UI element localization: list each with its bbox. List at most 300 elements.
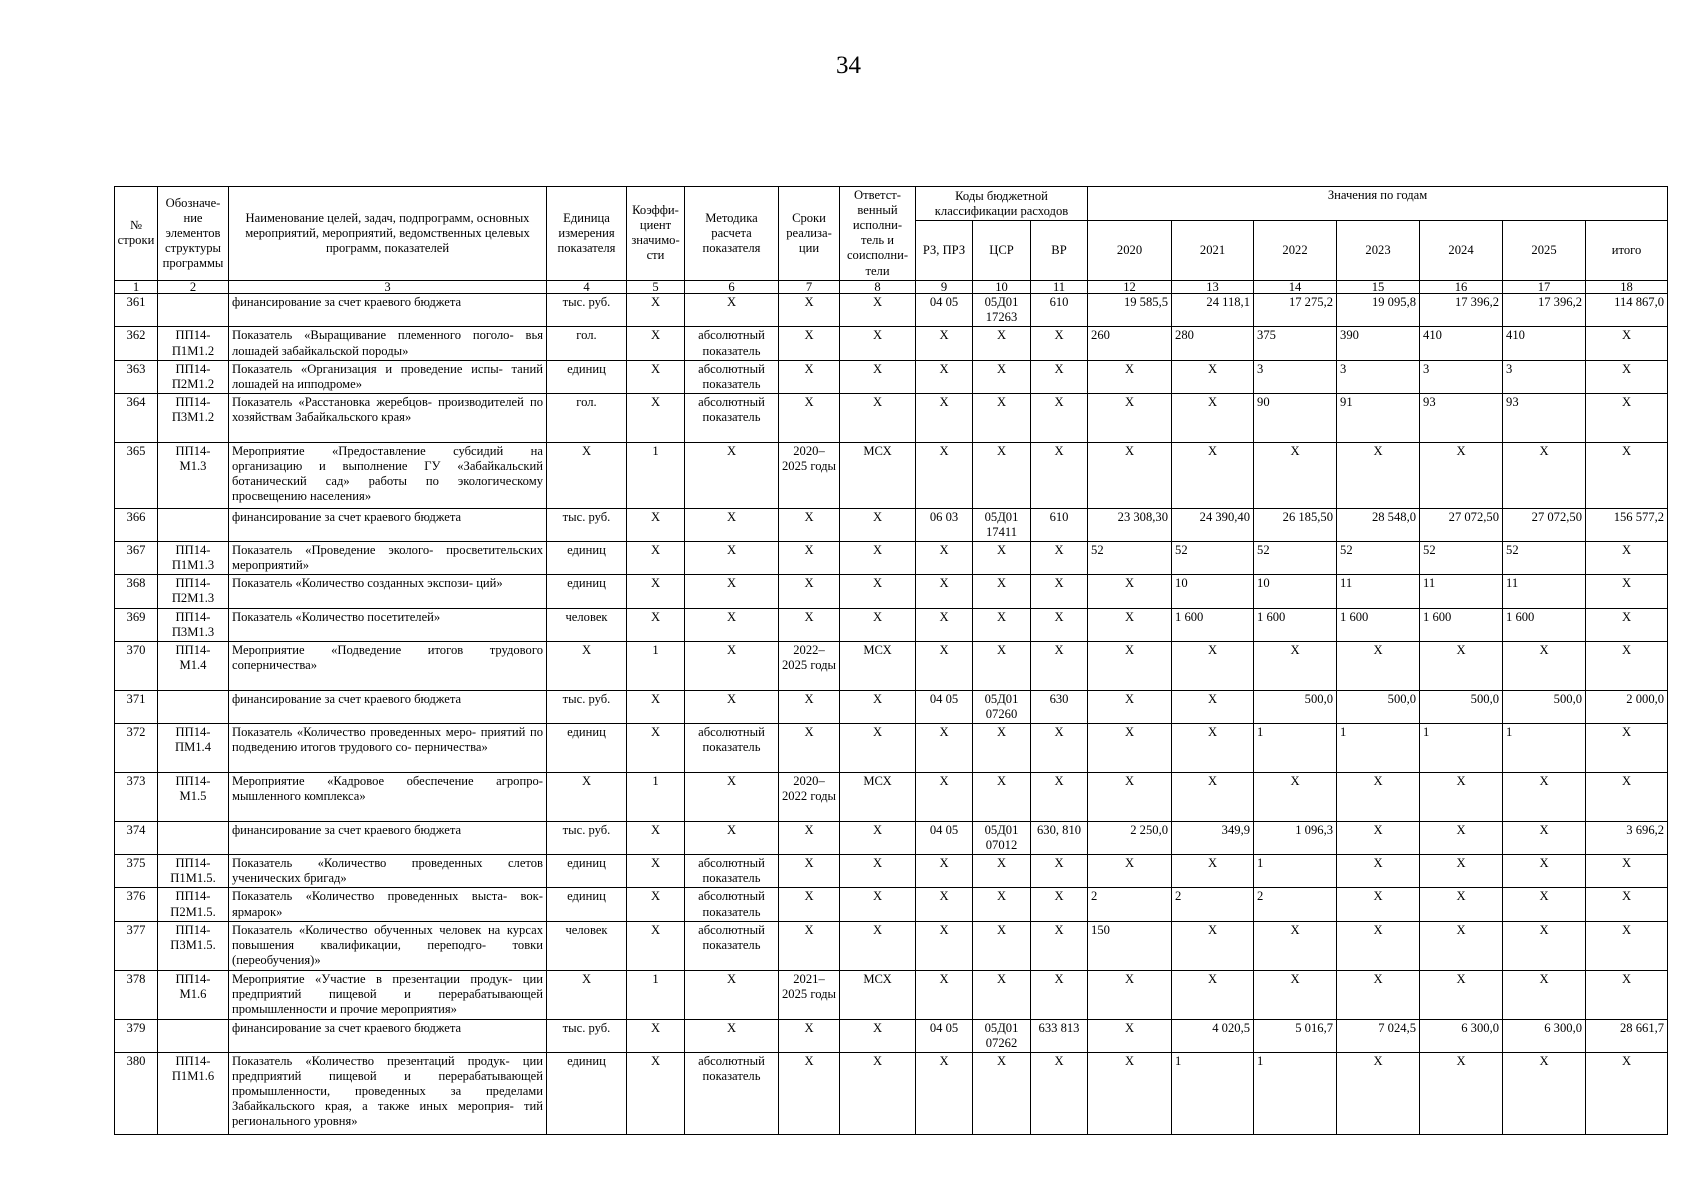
table-cell: 2 — [1254, 888, 1337, 921]
table-cell: ПП14- М1.5 — [158, 773, 229, 822]
table-cell: Х — [916, 855, 973, 888]
table-cell: финансирование за счет краевого бюджета — [229, 690, 547, 723]
table-cell: 376 — [115, 888, 158, 921]
table-cell: Х — [840, 690, 916, 723]
table-row — [115, 575, 1668, 608]
table-cell: финансирование за счет краевого бюджета — [229, 1019, 547, 1052]
table-cell: гол. — [547, 393, 627, 442]
table-cell: Х — [627, 393, 685, 442]
table-cell: Х — [685, 773, 779, 822]
table-cell: Х — [973, 360, 1031, 393]
table-cell: Х — [1586, 970, 1668, 1019]
table-cell: 7 024,5 — [1337, 1019, 1420, 1052]
table-cell: Х — [1254, 442, 1337, 508]
table-cell: Показатель «Выращивание племенного поголо- вья лошадей забайкальской породы» — [229, 327, 547, 360]
table-cell: МСХ — [840, 773, 916, 822]
table-cell: 3 — [1337, 360, 1420, 393]
table-cell: 633 813 — [1031, 1019, 1088, 1052]
table-row — [115, 542, 1668, 575]
table-cell: Х — [627, 888, 685, 921]
table-cell: Х — [1172, 690, 1254, 723]
table-row — [115, 1052, 1668, 1134]
table-cell: 610 — [1031, 294, 1088, 327]
table-cell: 379 — [115, 1019, 158, 1052]
table-cell: 372 — [115, 724, 158, 773]
table-cell: Х — [1586, 575, 1668, 608]
table-row — [115, 393, 1668, 442]
table-cell: 260 — [1088, 327, 1172, 360]
table-cell: Х — [1586, 724, 1668, 773]
table-cell: ПП14- П2М1.3 — [158, 575, 229, 608]
table-cell: тыс. руб. — [547, 822, 627, 855]
table-cell: Х — [547, 773, 627, 822]
column-number: 14 — [1254, 280, 1337, 294]
table-cell: 1 — [1337, 724, 1420, 773]
table-cell: Х — [916, 970, 973, 1019]
table-row — [115, 327, 1668, 360]
table-cell: Х — [916, 921, 973, 970]
table-cell: 17 396,2 — [1420, 294, 1503, 327]
table-cell: Х — [1172, 442, 1254, 508]
table-cell: ПП14- П1М1.2 — [158, 327, 229, 360]
table-cell: Х — [1088, 1019, 1172, 1052]
table-cell: 11 — [1503, 575, 1586, 608]
table-cell: 19 095,8 — [1337, 294, 1420, 327]
table-cell: Х — [916, 608, 973, 641]
column-number: 3 — [229, 280, 547, 294]
table-cell: Х — [1088, 608, 1172, 641]
table-cell: тыс. руб. — [547, 508, 627, 541]
table-row — [115, 724, 1668, 773]
table-cell: 370 — [115, 641, 158, 690]
table-cell: Х — [1031, 970, 1088, 1019]
table-cell: Х — [840, 575, 916, 608]
table-cell: Х — [1254, 641, 1337, 690]
header-year-2024: 2024 — [1420, 221, 1503, 280]
table-cell: 3 — [1420, 360, 1503, 393]
table-cell: Х — [627, 327, 685, 360]
table-cell: 17 275,2 — [1254, 294, 1337, 327]
table-cell: 365 — [115, 442, 158, 508]
table-cell: 361 — [115, 294, 158, 327]
table-cell: Х — [916, 641, 973, 690]
table-cell: ПП14- М1.6 — [158, 970, 229, 1019]
table-cell: Х — [1337, 888, 1420, 921]
table-cell: ПП14- М1.3 — [158, 442, 229, 508]
table-cell: Х — [1337, 855, 1420, 888]
table-cell: ПП14- П2М1.5. — [158, 888, 229, 921]
table-cell: Х — [840, 921, 916, 970]
table-cell: 1 — [627, 442, 685, 508]
table-cell: Х — [840, 294, 916, 327]
column-number: 12 — [1088, 280, 1172, 294]
table-cell: Мероприятие «Предоставление субсидий на организацию и выполнение ГУ «Забайкальский ботанический сад» работы по экологическому просвещению населения» — [229, 442, 547, 508]
table-cell: Х — [685, 294, 779, 327]
column-number: 4 — [547, 280, 627, 294]
table-cell: абсолютный показатель — [685, 888, 779, 921]
table-cell: 90 — [1254, 393, 1337, 442]
table-cell: Х — [1172, 773, 1254, 822]
table-row — [115, 442, 1668, 508]
table-cell: Х — [685, 442, 779, 508]
column-number: 10 — [973, 280, 1031, 294]
table-cell: 1 600 — [1503, 608, 1586, 641]
header-csr: ЦСР — [973, 221, 1031, 280]
table-cell — [158, 1019, 229, 1052]
table-cell: ПП14- П1М1.6 — [158, 1052, 229, 1134]
table-cell: Х — [1337, 1052, 1420, 1134]
table-cell: 26 185,50 — [1254, 508, 1337, 541]
table-cell: 1 — [1254, 724, 1337, 773]
column-number: 8 — [840, 280, 916, 294]
table-cell: Х — [1586, 641, 1668, 690]
table-cell: Х — [1420, 921, 1503, 970]
table-cell: 367 — [115, 542, 158, 575]
table-cell: 2 000,0 — [1586, 690, 1668, 723]
page-number: 34 — [836, 52, 861, 79]
table-cell: Х — [1254, 773, 1337, 822]
column-number: 15 — [1337, 280, 1420, 294]
table-cell: Х — [1420, 970, 1503, 1019]
table-cell: 375 — [1254, 327, 1337, 360]
table-cell: 05Д01 17411 — [973, 508, 1031, 541]
table-cell: 04 05 — [916, 822, 973, 855]
table-cell: 93 — [1420, 393, 1503, 442]
table-cell: Х — [547, 970, 627, 1019]
table-cell: ПП14- М1.4 — [158, 641, 229, 690]
table-cell: 610 — [1031, 508, 1088, 541]
table-cell: Х — [1031, 921, 1088, 970]
table-cell: Х — [1088, 724, 1172, 773]
table-cell: Х — [1586, 855, 1668, 888]
table-row — [115, 822, 1668, 855]
table-cell: 1 — [1254, 855, 1337, 888]
table-cell: 377 — [115, 921, 158, 970]
table-cell: Х — [840, 327, 916, 360]
table-cell: Х — [627, 294, 685, 327]
table-cell: 3 — [1254, 360, 1337, 393]
table-cell: 500,0 — [1420, 690, 1503, 723]
table-cell: 19 585,5 — [1088, 294, 1172, 327]
table-cell: Х — [916, 360, 973, 393]
table-body — [115, 294, 1668, 1135]
table-cell: Х — [840, 508, 916, 541]
table-row — [115, 773, 1668, 822]
table-cell: Х — [779, 1052, 840, 1134]
table-cell: Х — [1031, 542, 1088, 575]
table-cell: Х — [1337, 773, 1420, 822]
table-cell: 52 — [1254, 542, 1337, 575]
table-cell: Х — [973, 773, 1031, 822]
table-cell: Х — [627, 608, 685, 641]
table-cell: Х — [685, 690, 779, 723]
table-cell: Х — [840, 360, 916, 393]
table-cell: 04 05 — [916, 1019, 973, 1052]
table-cell: Х — [1088, 393, 1172, 442]
table-cell: Х — [779, 855, 840, 888]
table-cell: Х — [1031, 575, 1088, 608]
table-cell: 2 — [1172, 888, 1254, 921]
table-cell: Х — [1088, 360, 1172, 393]
table-cell: МСХ — [840, 442, 916, 508]
table-cell: 4 020,5 — [1172, 1019, 1254, 1052]
table-cell: 369 — [115, 608, 158, 641]
table-cell: 2021– 2025 годы — [779, 970, 840, 1019]
table-cell: 1 — [1254, 1052, 1337, 1134]
table-cell: Х — [779, 888, 840, 921]
column-number: 6 — [685, 280, 779, 294]
table-cell: 1 — [1420, 724, 1503, 773]
column-number: 13 — [1172, 280, 1254, 294]
table-cell: Х — [916, 575, 973, 608]
table-cell: 371 — [115, 690, 158, 723]
table-cell: Х — [1420, 888, 1503, 921]
table-cell: единиц — [547, 888, 627, 921]
table-cell: 374 — [115, 822, 158, 855]
table-cell: Х — [1254, 921, 1337, 970]
table-cell — [158, 822, 229, 855]
table-cell: Х — [779, 360, 840, 393]
table-cell: Х — [973, 921, 1031, 970]
table-cell: абсолютный показатель — [685, 921, 779, 970]
table-cell: Х — [547, 641, 627, 690]
table-cell: 5 016,7 — [1254, 1019, 1337, 1052]
table-cell: 390 — [1337, 327, 1420, 360]
table-cell: Х — [1503, 822, 1586, 855]
table-cell: Х — [627, 575, 685, 608]
table-row — [115, 970, 1668, 1019]
table-cell: Х — [916, 542, 973, 575]
table-cell: Х — [1503, 641, 1586, 690]
table-cell: Х — [1172, 360, 1254, 393]
table-cell: единиц — [547, 542, 627, 575]
table-cell: Показатель «Количество созданных экспози- ций» — [229, 575, 547, 608]
header-terms: Сроки реализа- ции — [779, 187, 840, 281]
table-cell: 1 — [627, 773, 685, 822]
table-cell: Х — [779, 608, 840, 641]
column-number: 11 — [1031, 280, 1088, 294]
table-cell: 6 300,0 — [1420, 1019, 1503, 1052]
table-cell: Х — [916, 773, 973, 822]
table-cell: 630 — [1031, 690, 1088, 723]
table-cell: человек — [547, 608, 627, 641]
table-cell: Х — [1031, 360, 1088, 393]
table-cell: Х — [1088, 773, 1172, 822]
table-cell: ПП14- П3М1.2 — [158, 393, 229, 442]
table-cell: Х — [779, 327, 840, 360]
header-coefficient: Коэффи- циент значимо- сти — [627, 187, 685, 281]
table-cell: Х — [627, 542, 685, 575]
table-cell: Показатель «Количество проведенных слетов ученических бригад» — [229, 855, 547, 888]
table-cell: Х — [1088, 575, 1172, 608]
table-cell: Х — [840, 888, 916, 921]
table-cell: Х — [779, 575, 840, 608]
table-cell: Х — [1088, 1052, 1172, 1134]
header-year-2022: 2022 — [1254, 221, 1337, 280]
table-cell: Х — [1586, 1052, 1668, 1134]
table-cell — [158, 508, 229, 541]
table-cell: Х — [1586, 888, 1668, 921]
table-cell — [158, 690, 229, 723]
header-name: Наименование целей, задач, подпрограмм, основных мероприятий, мероприятий, ведомственных целевых программ, показателей — [229, 187, 547, 281]
table-row — [115, 921, 1668, 970]
table-cell: 93 — [1503, 393, 1586, 442]
table-cell: 28 548,0 — [1337, 508, 1420, 541]
table-cell: Х — [1172, 855, 1254, 888]
table-cell: Показатель «Количество презентаций продук- ции предприятий пищевой и перерабатывающей промышленности, проведенных за пределами Забайкальского края, а также иных мероприя- тий регионального уровня» — [229, 1052, 547, 1134]
table-cell: 17 396,2 — [1503, 294, 1586, 327]
table-cell: 363 — [115, 360, 158, 393]
table-cell: Х — [1031, 393, 1088, 442]
table-cell: 2022– 2025 годы — [779, 641, 840, 690]
header-year-2020: 2020 — [1088, 221, 1172, 280]
table-cell: абсолютный показатель — [685, 724, 779, 773]
column-number: 1 — [115, 280, 158, 294]
table-cell: Х — [627, 921, 685, 970]
table-cell: Х — [1503, 1052, 1586, 1134]
table-cell: Х — [547, 442, 627, 508]
table-cell: Х — [840, 1052, 916, 1134]
table-cell: 375 — [115, 855, 158, 888]
table-cell: 10 — [1254, 575, 1337, 608]
table-cell: 378 — [115, 970, 158, 1019]
table-cell: Х — [1031, 608, 1088, 641]
table-cell: Х — [916, 393, 973, 442]
table-cell: Х — [1420, 855, 1503, 888]
table-cell: Х — [627, 1052, 685, 1134]
table-cell: 114 867,0 — [1586, 294, 1668, 327]
table-cell: Х — [779, 542, 840, 575]
table-cell: ПП14- П2М1.2 — [158, 360, 229, 393]
table-cell: Х — [1337, 822, 1420, 855]
table-row — [115, 690, 1668, 723]
table-cell: Х — [973, 442, 1031, 508]
table-cell — [158, 294, 229, 327]
table-cell: Х — [685, 508, 779, 541]
table-cell: Х — [1031, 773, 1088, 822]
table-cell: Х — [685, 575, 779, 608]
table-cell: единиц — [547, 1052, 627, 1134]
table-cell: Х — [840, 542, 916, 575]
column-number: 7 — [779, 280, 840, 294]
table-cell: Х — [1031, 724, 1088, 773]
table-cell: тыс. руб. — [547, 1019, 627, 1052]
table-cell: Х — [1172, 970, 1254, 1019]
table-cell: абсолютный показатель — [685, 360, 779, 393]
table-cell: 10 — [1172, 575, 1254, 608]
table-cell: Х — [1586, 442, 1668, 508]
table-row — [115, 1019, 1668, 1052]
table-cell: Х — [1586, 773, 1668, 822]
table-cell: Х — [627, 1019, 685, 1052]
table-cell: Х — [685, 542, 779, 575]
table-cell: Х — [1337, 921, 1420, 970]
table-cell: Х — [685, 822, 779, 855]
header-designation: Обозначе- ние элементов структуры программы — [158, 187, 229, 281]
table-cell: 05Д01 17263 — [973, 294, 1031, 327]
table-cell: Х — [779, 690, 840, 723]
header-method: Методика расчета показателя — [685, 187, 779, 281]
table-cell: Показатель «Количество посетителей» — [229, 608, 547, 641]
column-number: 5 — [627, 280, 685, 294]
table-cell: 362 — [115, 327, 158, 360]
table-cell: Х — [1586, 608, 1668, 641]
table-cell: Х — [1586, 542, 1668, 575]
table-cell: абсолютный показатель — [685, 393, 779, 442]
table-row — [115, 294, 1668, 327]
table-cell: Мероприятие «Кадровое обеспечение агропро- мышленного комплекса» — [229, 773, 547, 822]
table-cell: Х — [1420, 822, 1503, 855]
table-cell: Х — [1586, 393, 1668, 442]
table-cell: Х — [1088, 641, 1172, 690]
table-cell: Х — [627, 690, 685, 723]
table-cell: ПП14- П3М1.3 — [158, 608, 229, 641]
table-cell: 6 300,0 — [1503, 1019, 1586, 1052]
table-cell: 1 600 — [1337, 608, 1420, 641]
table-cell: Х — [1420, 773, 1503, 822]
table-cell: Х — [779, 724, 840, 773]
table-cell: 2 250,0 — [1088, 822, 1172, 855]
table-cell: Х — [685, 970, 779, 1019]
table-cell: Х — [973, 724, 1031, 773]
table-cell: гол. — [547, 327, 627, 360]
table-cell: Х — [840, 822, 916, 855]
table-cell: 368 — [115, 575, 158, 608]
table-cell: Х — [1503, 442, 1586, 508]
table-cell: единиц — [547, 360, 627, 393]
table-cell: Х — [779, 921, 840, 970]
table-cell: 52 — [1088, 542, 1172, 575]
table-cell: Х — [1172, 393, 1254, 442]
table-cell: 630, 810 — [1031, 822, 1088, 855]
table-cell: тыс. руб. — [547, 690, 627, 723]
table-cell: Х — [1088, 690, 1172, 723]
table-cell: Х — [1088, 970, 1172, 1019]
table-cell: 05Д01 07260 — [973, 690, 1031, 723]
header-rz-prz: РЗ, ПРЗ — [916, 221, 973, 280]
column-number: 2 — [158, 280, 229, 294]
table-cell: человек — [547, 921, 627, 970]
table-cell: 364 — [115, 393, 158, 442]
header-year-2021: 2021 — [1172, 221, 1254, 280]
table-cell: 156 577,2 — [1586, 508, 1668, 541]
table-cell: Х — [973, 888, 1031, 921]
table-cell: 349,9 — [1172, 822, 1254, 855]
table-cell: 2 — [1088, 888, 1172, 921]
header-year-2025: 2025 — [1503, 221, 1586, 280]
table-cell: единиц — [547, 724, 627, 773]
table-cell: 27 072,50 — [1503, 508, 1586, 541]
column-number: 9 — [916, 280, 973, 294]
table-cell: Х — [1031, 442, 1088, 508]
table-cell: Х — [840, 1019, 916, 1052]
table-cell: 52 — [1503, 542, 1586, 575]
table-cell: Х — [916, 1052, 973, 1134]
table-cell: Х — [973, 575, 1031, 608]
table-cell: Показатель «Количество обученных человек на курсах повышения квалификации, переподго- товки (переобучения)» — [229, 921, 547, 970]
table-cell: Х — [1420, 442, 1503, 508]
column-number: 18 — [1586, 280, 1668, 294]
table-cell: Мероприятие «Подведение итогов трудового соперничества» — [229, 641, 547, 690]
column-number: 17 — [1503, 280, 1586, 294]
table-cell: Х — [779, 822, 840, 855]
table-cell: 410 — [1420, 327, 1503, 360]
table-cell: 3 — [1503, 360, 1586, 393]
table-cell: 3 696,2 — [1586, 822, 1668, 855]
table-cell: Х — [1503, 773, 1586, 822]
table-cell: Х — [840, 393, 916, 442]
table-cell: МСХ — [840, 970, 916, 1019]
